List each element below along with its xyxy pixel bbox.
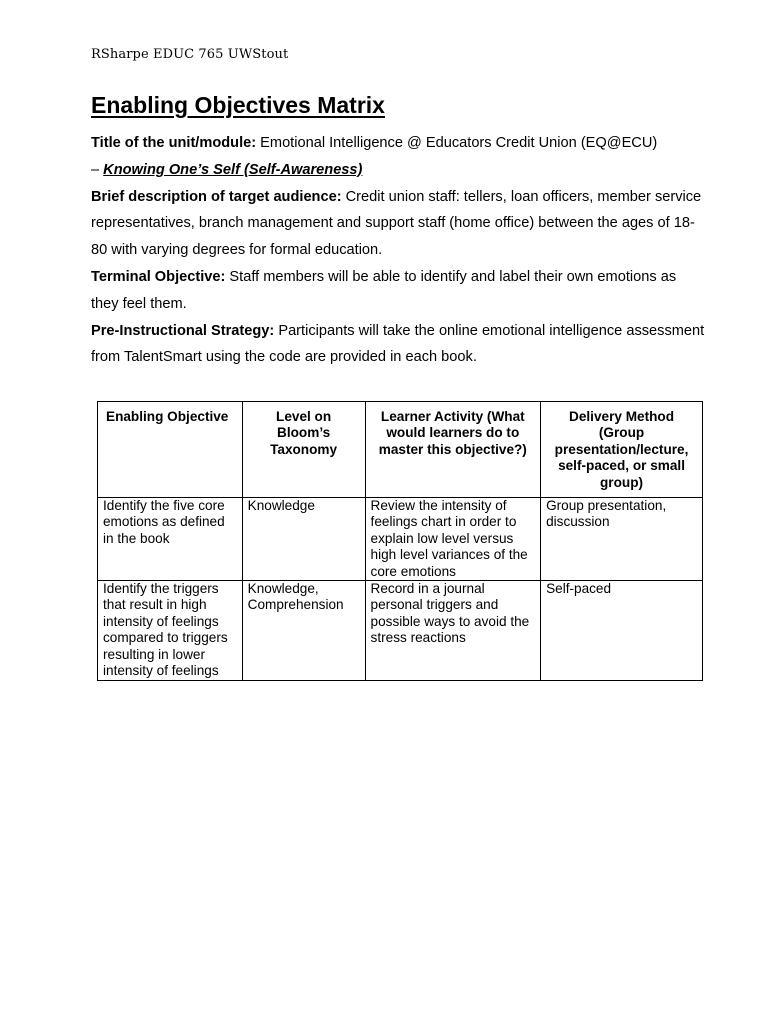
unit-dash: –: [91, 161, 104, 178]
objectives-matrix-table: [97, 401, 703, 681]
document-body: [91, 130, 706, 371]
unit-paragraph: [91, 130, 706, 157]
cell-enabling-objective: Identify the triggers that result in high intensity of feelings compared to triggers resulting in lower intensity of feelings: [98, 581, 243, 680]
audience-paragraph: [91, 184, 706, 264]
unit-label: Title of the unit/module:: [91, 135, 257, 151]
header-enabling-objective: Enabling Objective: [98, 402, 243, 498]
strategy-label: Pre-Instructional Strategy:: [91, 322, 275, 339]
page-title: Enabling Objectives Matrix: [91, 92, 385, 118]
table-row: [98, 498, 703, 581]
terminal-objective-paragraph: [91, 264, 706, 318]
cell-blooms-level: Knowledge: [242, 498, 365, 581]
terminal-objective-value: Staff members will be able to identify and label their own emotions as they feel them.: [91, 268, 677, 312]
page-header: RSharpe EDUC 765 UWStout: [91, 47, 289, 62]
audience-value: Credit union staff: tellers, loan officers, member service representatives, branch management and support staff (home office) between the ages of 18-80 with varying degrees for formal education.: [91, 188, 702, 259]
cell-learner-activity: Record in a journal personal triggers and possible ways to avoid the stress reactions: [365, 581, 541, 680]
cell-delivery-method: Group presentation, discussion: [541, 498, 703, 581]
header-learner-activity: Learner Activity (What would learners do to master this objective?): [365, 402, 541, 498]
cell-learner-activity: Review the intensity of feelings chart in order to explain low level versus high level variances of the core emotions: [365, 498, 541, 581]
table-row: [98, 581, 703, 680]
header-blooms-level: Level on Bloom’s Taxonomy: [242, 402, 365, 498]
cell-enabling-objective: Identify the five core emotions as defined in the book: [98, 498, 243, 581]
unit-value: Emotional Intelligence @ Educators Credit Union (EQ@ECU): [256, 135, 658, 151]
strategy-value: Participants will take the online emotional intelligence assessment from TalentSmart using the code are provided in each book.: [91, 322, 705, 366]
cell-blooms-level: Knowledge, Comprehension: [242, 581, 365, 680]
terminal-objective-label: Terminal Objective:: [91, 268, 226, 285]
strategy-paragraph: [91, 318, 706, 372]
cell-delivery-method: Self-paced: [541, 581, 703, 680]
audience-label: Brief description of target audience:: [91, 188, 342, 205]
unit-subtitle-paragraph: [91, 157, 706, 184]
table-header-row: [98, 402, 703, 498]
unit-subtitle: Knowing One’s Self (Self-Awareness): [103, 161, 363, 178]
header-delivery-method: Delivery Method (Group presentation/lecture, self-paced, or small group): [541, 402, 703, 498]
